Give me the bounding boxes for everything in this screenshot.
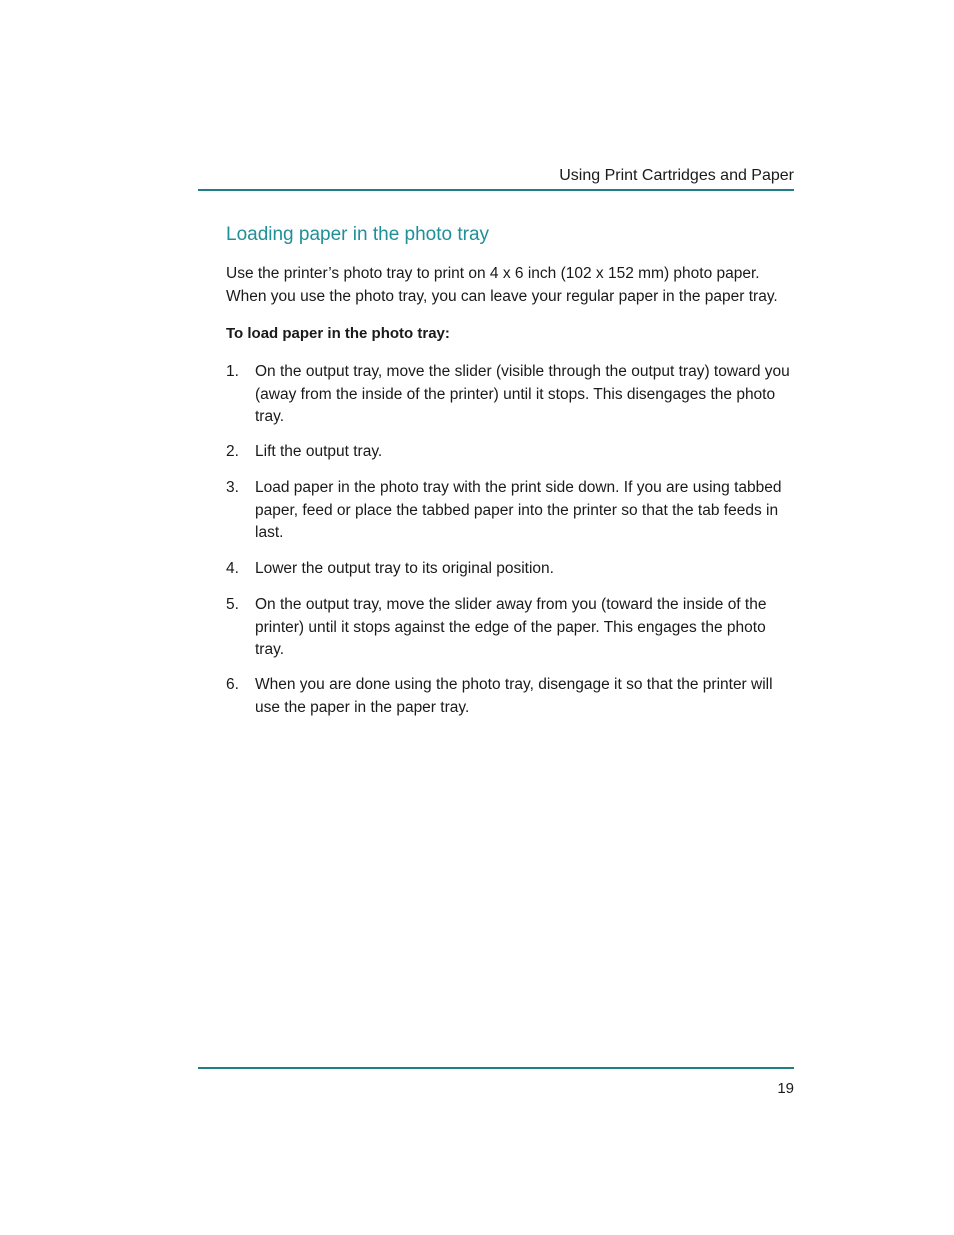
- header-rule: [198, 189, 794, 191]
- step-item: [226, 674, 796, 719]
- step-text: Load paper in the photo tray with the print side down. If you are using tabbed paper, feed or place the tabbed paper into the printer so that the tab feeds in last.: [255, 479, 782, 541]
- step-number: 3.: [226, 479, 239, 496]
- step-item: [226, 477, 796, 545]
- step-text: On the output tray, move the slider away from you (toward the inside of the printer) until it stops against the edge of the paper. This engages the photo tray.: [255, 596, 767, 658]
- step-number: 6.: [226, 676, 239, 693]
- intro-paragraph: Use the printer’s photo tray to print on 4 x 6 inch (102 x 152 mm) photo paper. When you use the photo tray, you can leave your regular paper in the paper tray.: [226, 265, 778, 305]
- step-number: 2.: [226, 443, 239, 460]
- procedure-heading: To load paper in the photo tray:: [226, 325, 450, 342]
- step-item: [226, 441, 796, 464]
- page-number: 19: [777, 1080, 794, 1097]
- step-number: 4.: [226, 560, 239, 577]
- step-text: On the output tray, move the slider (visible through the output tray) toward you (away from the inside of the printer) until it stops. This disengages the photo tray.: [255, 363, 790, 425]
- step-text: Lower the output tray to its original position.: [255, 560, 554, 577]
- step-text: When you are done using the photo tray, disengage it so that the printer will use the paper in the paper tray.: [255, 676, 773, 716]
- section-title: Loading paper in the photo tray: [226, 224, 490, 245]
- step-number: 5.: [226, 596, 239, 613]
- step-item: [226, 361, 796, 429]
- step-number: 1.: [226, 363, 239, 380]
- step-item: [226, 558, 796, 581]
- step-item: [226, 594, 796, 662]
- step-text: Lift the output tray.: [255, 443, 383, 460]
- footer-rule: [198, 1067, 794, 1069]
- running-header: Using Print Cartridges and Paper: [559, 167, 794, 184]
